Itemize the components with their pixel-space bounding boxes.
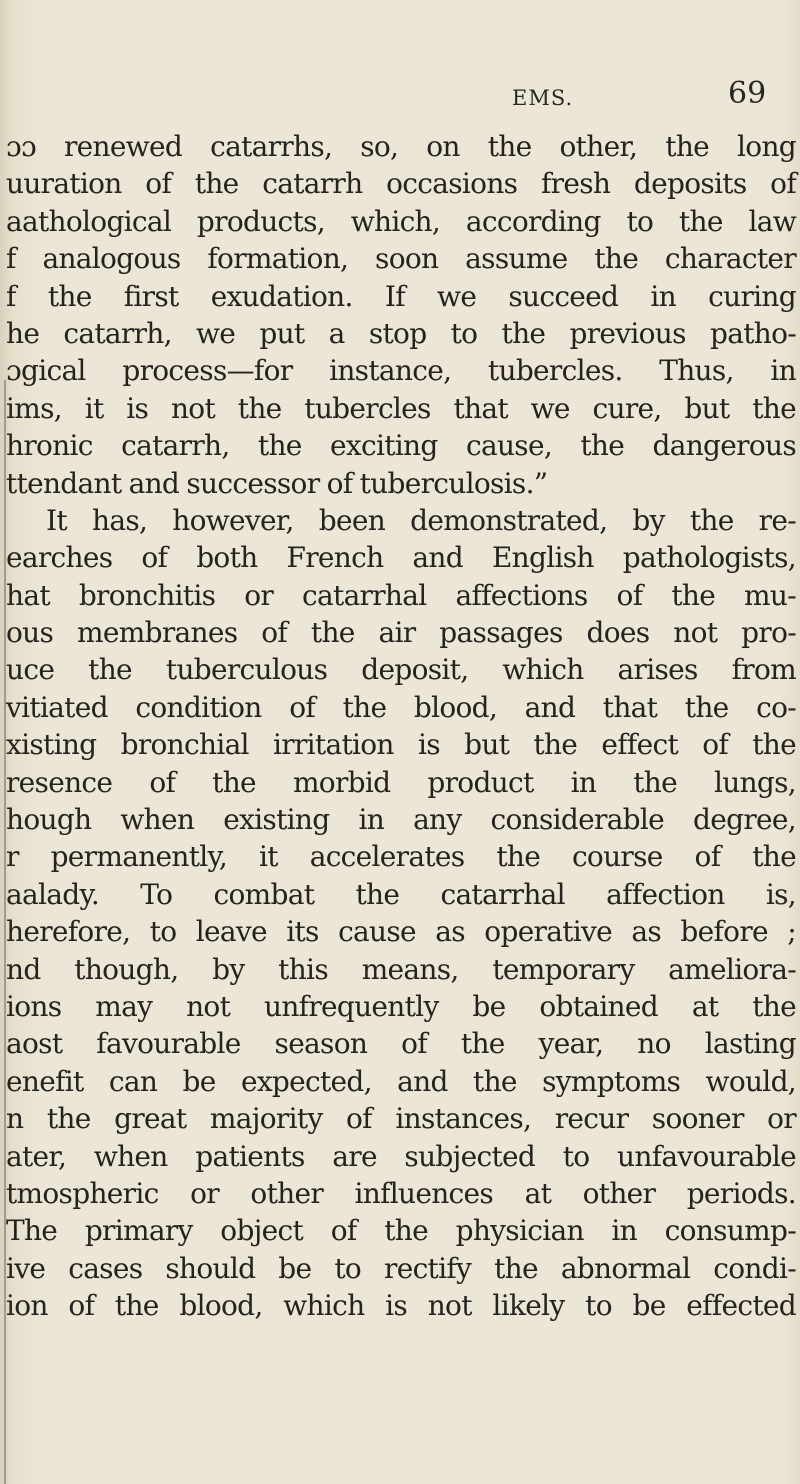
text-line: ater, when patients are subjected to unfavourable (6, 1139, 796, 1173)
text-line: herefore, to leave its cause as operative as before ; (6, 915, 796, 949)
text-line: resence of the morbid product in the lungs, (6, 765, 796, 799)
text-line: hronic catarrh, the exciting cause, the dangerous (6, 429, 796, 463)
text-line: n the great majority of instances, recur sooner or (6, 1102, 796, 1136)
running-title: EMS. (512, 86, 574, 110)
text-line: It has, however, been demonstrated, by the re- (46, 503, 796, 537)
text-line: vitiated condition of the blood, and that the co- (6, 690, 796, 724)
text-line: ive cases should be to rectify the abnormal condi- (6, 1251, 796, 1285)
text-line: xisting bronchial irritation is but the effect of the (6, 728, 796, 762)
text-line: ɔɔ renewed catarrhs, so, on the other, the long (6, 130, 796, 163)
text-line: ous membranes of the air passages does not pro- (6, 616, 796, 650)
text-line: he catarrh, we put a stop to the previous patho- (6, 316, 796, 350)
text-line: uuration of the catarrh occasions fresh deposits of (6, 167, 796, 201)
text-line: nd though, by this means, temporary ameliora- (6, 952, 796, 986)
text-line: ɔgical process—for instance, tubercles. Thus, in (6, 354, 796, 388)
text-line: aalady. To combat the catarrhal affection is, (6, 877, 796, 911)
text-line: The primary object of the physician in consump- (6, 1214, 796, 1248)
text-line: hough when existing in any considerable degree, (6, 803, 796, 837)
text-line: ttendant and successor of tuberculosis.” (6, 466, 548, 500)
text-line: aost favourable season of the year, no lasting (6, 1027, 796, 1061)
text-body (0, 128, 800, 1325)
text-line: ions may not unfrequently be obtained at the (6, 989, 796, 1023)
text-line: enefit can be expected, and the symptoms would, (6, 1064, 796, 1098)
text-line: ion of the blood, which is not likely to be effected (6, 1289, 796, 1323)
paragraph-2 (0, 502, 800, 1325)
text-line: f analogous formation, soon assume the character (6, 242, 796, 276)
paragraph-1 (0, 128, 800, 502)
text-line: aathological products, which, according to the law (6, 204, 796, 238)
text-line: earches of both French and English pathologists, (6, 541, 796, 575)
text-line: f the first exudation. If we succeed in curing (6, 279, 796, 313)
text-line: tmospheric or other influences at other periods. (6, 1176, 796, 1210)
text-line: hat bronchitis or catarrhal affections of the mu- (6, 578, 796, 612)
page-number: 69 (728, 76, 767, 111)
text-line: uce the tuberculous deposit, which arises from (6, 653, 796, 687)
text-line: ims, it is not the tubercles that we cure, but the (6, 391, 796, 425)
text-line: r permanently, it accelerates the course of the (6, 840, 796, 874)
